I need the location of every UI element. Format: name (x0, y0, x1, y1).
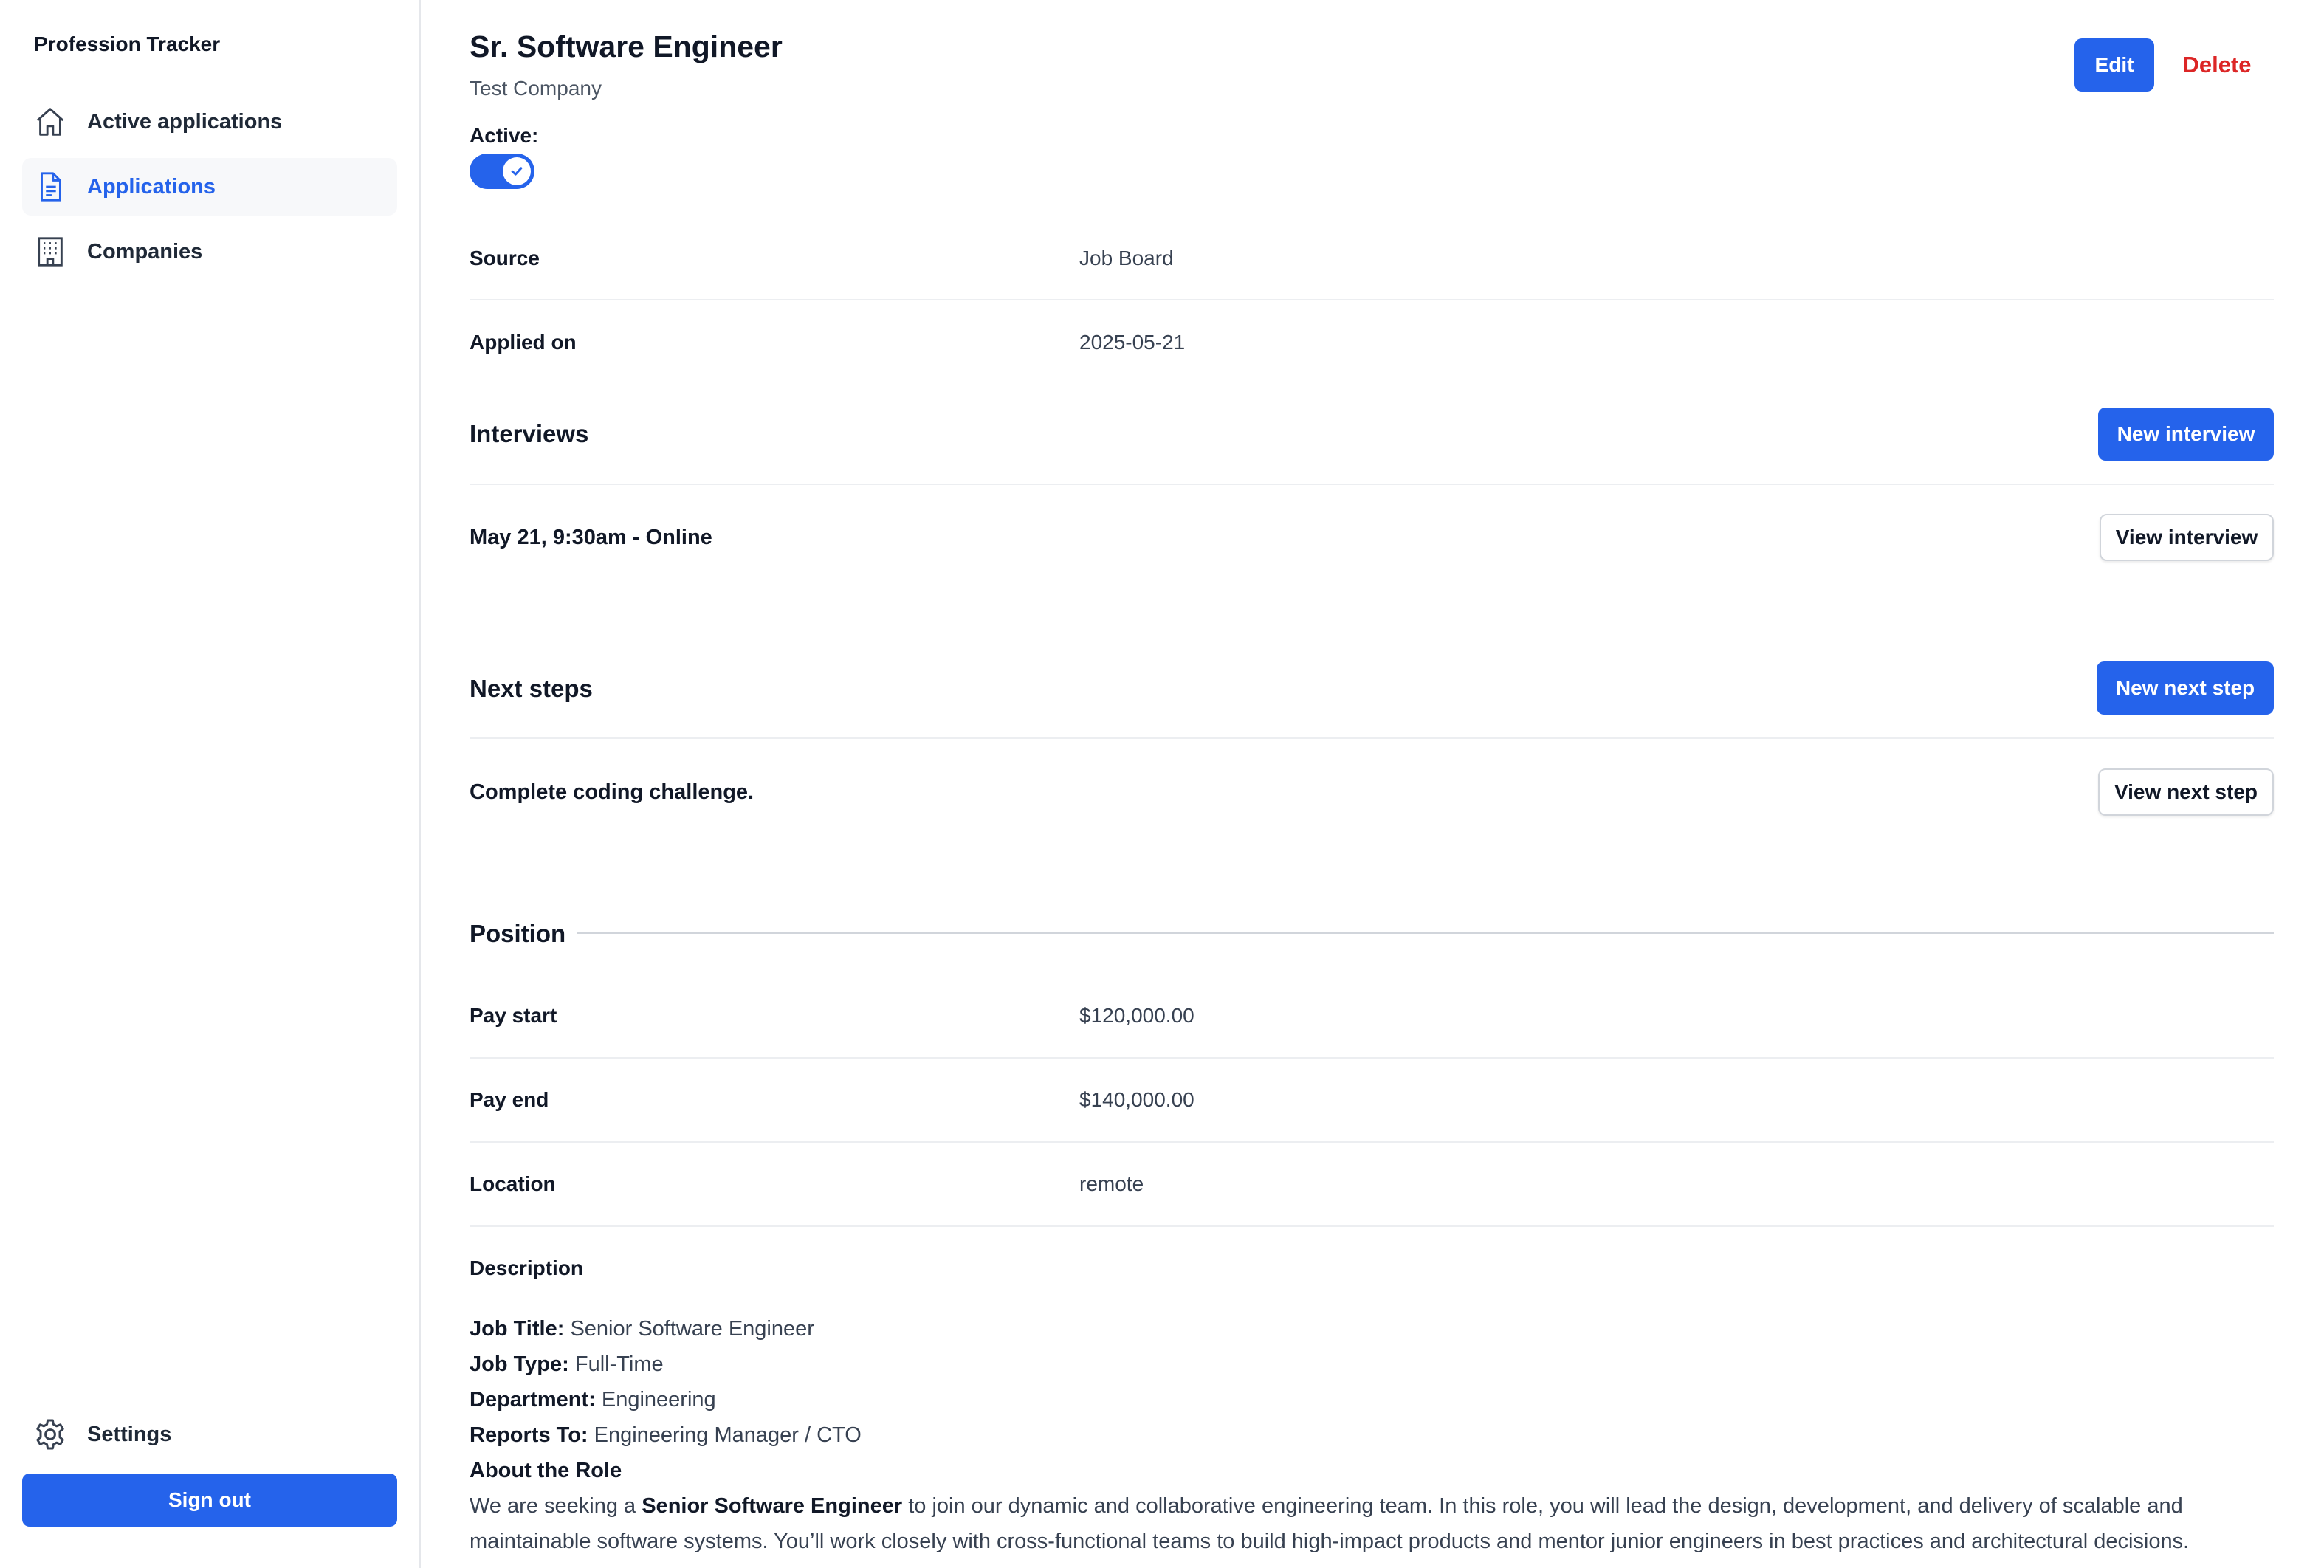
source-label: Source (470, 247, 540, 269)
next-steps-heading: Next steps (470, 675, 593, 702)
new-next-step-button[interactable]: New next step (2097, 661, 2274, 715)
pay-end-label: Pay end (470, 1088, 549, 1111)
desc-line: Department: Engineering (470, 1388, 716, 1411)
about-heading: About the Role (470, 1459, 622, 1482)
app-brand: Profession Tracker (34, 32, 221, 55)
pay-start-value: $120,000.00 (1079, 1004, 1194, 1027)
description-body (470, 1311, 2274, 1559)
check-icon (503, 157, 531, 185)
delete-button[interactable]: Delete (2176, 49, 2258, 81)
sidebar-item-companies[interactable] (22, 223, 397, 281)
building-icon (32, 234, 68, 269)
edit-button[interactable]: Edit (2074, 38, 2154, 92)
divider (470, 1057, 2274, 1059)
document-icon (32, 169, 68, 204)
sidebar-item-label: Active applications (87, 109, 283, 134)
applied-on-value: 2025-05-21 (1079, 331, 1186, 354)
gear-icon (32, 1417, 68, 1452)
about-paragraph: We are seeking a Senior Software Engineer to join our dynamic and collaborative engineering team. In this role, you will lead the design, development, and delivery of scalable and maintainable software systems. You’ll work closely with cross-functional teams to build high-impact products and mentor junior engineers in best practices and architectural decisions. (470, 1494, 2190, 1553)
divider (470, 484, 2274, 485)
sidebar-item-active-applications[interactable] (22, 93, 397, 151)
application-detail (470, 0, 2274, 1568)
description-label: Description (470, 1256, 584, 1279)
new-interview-button[interactable]: New interview (2098, 408, 2274, 461)
desc-line: Job Type: Full-Time (470, 1352, 664, 1376)
applied-on-label: Applied on (470, 331, 577, 354)
divider (470, 1225, 2274, 1227)
sign-out-button[interactable]: Sign out (22, 1474, 397, 1527)
desc-line: Job Title: Senior Software Engineer (470, 1317, 814, 1341)
sidebar-item-label: Applications (87, 174, 216, 199)
sidebar-item-settings[interactable] (22, 1406, 397, 1463)
home-icon (32, 104, 68, 140)
next-step-item: Complete coding challenge. (470, 780, 754, 804)
active-toggle[interactable] (470, 154, 534, 189)
interviews-heading: Interviews (470, 420, 589, 447)
divider (470, 737, 2274, 739)
divider (470, 1141, 2274, 1143)
pay-start-label: Pay start (470, 1004, 557, 1027)
location-value: remote (1079, 1172, 1144, 1195)
view-interview-button[interactable]: View interview (2100, 514, 2274, 561)
source-value: Job Board (1079, 247, 1174, 269)
interview-item: May 21, 9:30am - Online (470, 526, 712, 549)
view-next-step-button[interactable]: View next step (2098, 768, 2274, 816)
active-label: Active: (470, 124, 539, 147)
position-heading: Position (470, 920, 566, 947)
sidebar (0, 0, 421, 1568)
pay-end-value: $140,000.00 (1079, 1088, 1194, 1111)
desc-line: Reports To: Engineering Manager / CTO (470, 1423, 862, 1447)
location-label: Location (470, 1172, 556, 1195)
sidebar-item-label: Companies (87, 239, 203, 264)
company-name[interactable]: Test Company (470, 77, 602, 100)
sidebar-item-applications[interactable] (22, 158, 397, 216)
sidebar-item-label: Settings (87, 1422, 172, 1446)
page-title: Sr. Software Engineer (470, 30, 783, 63)
divider (470, 299, 2274, 300)
position-divider (577, 932, 2274, 934)
